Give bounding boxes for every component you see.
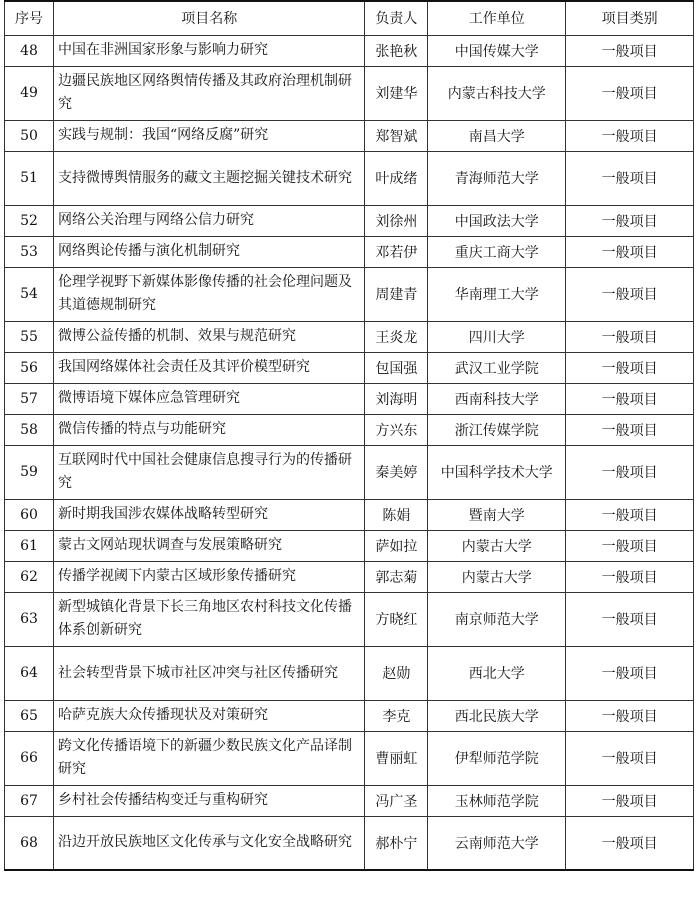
work-unit: 西北民族大学: [428, 700, 566, 731]
table-row: [5, 700, 694, 731]
project-name: 支持微博舆情服务的藏文主题挖掘关键技术研究: [53, 151, 365, 205]
person-in-charge: 李克: [365, 700, 428, 731]
row-number: 63: [5, 592, 54, 646]
person-in-charge: 郭志菊: [365, 561, 428, 592]
work-unit: 玉林师范学院: [428, 785, 566, 816]
table-row: [5, 530, 694, 561]
work-unit: 云南师范大学: [428, 816, 566, 870]
project-name: 蒙古文网站现状调查与发展策略研究: [53, 530, 365, 561]
table-row: [5, 592, 694, 646]
project-name: 哈萨克族大众传播现状及对策研究: [53, 700, 365, 731]
project-type: 一般项目: [566, 414, 694, 445]
person-in-charge: 郑智斌: [365, 120, 428, 151]
work-unit: 内蒙古大学: [428, 530, 566, 561]
project-name: 网络公关治理与网络公信力研究: [53, 205, 365, 236]
project-type: 一般项目: [566, 731, 694, 785]
table-row: [5, 267, 694, 321]
work-unit: 暨南大学: [428, 499, 566, 530]
project-name: 社会转型背景下城市社区冲突与社区传播研究: [53, 646, 365, 700]
table-row: [5, 561, 694, 592]
row-number: 55: [5, 321, 54, 352]
table-row: [5, 66, 694, 120]
row-number: 60: [5, 499, 54, 530]
person-in-charge: 刘徐州: [365, 205, 428, 236]
work-unit: 浙江传媒学院: [428, 414, 566, 445]
row-number: 49: [5, 66, 54, 120]
work-unit: 内蒙古科技大学: [428, 66, 566, 120]
table-row: [5, 414, 694, 445]
work-unit: 内蒙古大学: [428, 561, 566, 592]
project-type: 一般项目: [566, 816, 694, 870]
table-row: [5, 816, 694, 870]
row-number: 61: [5, 530, 54, 561]
row-number: 66: [5, 731, 54, 785]
project-type: 一般项目: [566, 267, 694, 321]
row-number: 50: [5, 120, 54, 151]
person-in-charge: 秦美婷: [365, 445, 428, 499]
header-unit: 工作单位: [428, 1, 566, 35]
table-row: [5, 499, 694, 530]
person-in-charge: 刘建华: [365, 66, 428, 120]
header-row: [5, 1, 694, 35]
work-unit: 青海师范大学: [428, 151, 566, 205]
project-name: 微信传播的特点与功能研究: [53, 414, 365, 445]
project-type: 一般项目: [566, 700, 694, 731]
table-row: [5, 646, 694, 700]
work-unit: 中国科学技术大学: [428, 445, 566, 499]
header-no: 序号: [5, 1, 54, 35]
person-in-charge: 刘海明: [365, 383, 428, 414]
project-type: 一般项目: [566, 530, 694, 561]
project-type: 一般项目: [566, 646, 694, 700]
work-unit: 武汉工业学院: [428, 352, 566, 383]
project-type: 一般项目: [566, 321, 694, 352]
project-name: 我国网络媒体社会责任及其评价模型研究: [53, 352, 365, 383]
row-number: 52: [5, 205, 54, 236]
project-type: 一般项目: [566, 66, 694, 120]
header-name: 项目名称: [53, 1, 365, 35]
work-unit: 西南科技大学: [428, 383, 566, 414]
project-type: 一般项目: [566, 445, 694, 499]
table-row: [5, 151, 694, 205]
table-row: [5, 35, 694, 66]
row-number: 59: [5, 445, 54, 499]
work-unit: 南昌大学: [428, 120, 566, 151]
project-name: 乡村社会传播结构变迁与重构研究: [53, 785, 365, 816]
project-type: 一般项目: [566, 35, 694, 66]
project-name: 新时期我国涉农媒体战略转型研究: [53, 499, 365, 530]
project-name: 网络舆论传播与演化机制研究: [53, 236, 365, 267]
project-name: 沿边开放民族地区文化传承与文化安全战略研究: [53, 816, 365, 870]
header-person: 负责人: [365, 1, 428, 35]
table-row: [5, 383, 694, 414]
project-type: 一般项目: [566, 151, 694, 205]
table-row: [5, 120, 694, 151]
project-name: 实践与规制：我国“网络反腐”研究: [53, 120, 365, 151]
table-row: [5, 236, 694, 267]
project-table: [4, 0, 694, 871]
row-number: 62: [5, 561, 54, 592]
project-type: 一般项目: [566, 499, 694, 530]
person-in-charge: 陈娟: [365, 499, 428, 530]
project-name: 伦理学视野下新媒体影像传播的社会伦理问题及其道德规制研究: [53, 267, 365, 321]
work-unit: 伊犁师范学院: [428, 731, 566, 785]
row-number: 48: [5, 35, 54, 66]
work-unit: 南京师范大学: [428, 592, 566, 646]
project-type: 一般项目: [566, 205, 694, 236]
person-in-charge: 方晓红: [365, 592, 428, 646]
header-type: 项目类别: [566, 1, 694, 35]
work-unit: 中国政法大学: [428, 205, 566, 236]
person-in-charge: 邓若伊: [365, 236, 428, 267]
person-in-charge: 赵勋: [365, 646, 428, 700]
row-number: 64: [5, 646, 54, 700]
person-in-charge: 王炎龙: [365, 321, 428, 352]
project-type: 一般项目: [566, 383, 694, 414]
project-type: 一般项目: [566, 785, 694, 816]
row-number: 58: [5, 414, 54, 445]
table-row: [5, 321, 694, 352]
project-name: 互联网时代中国社会健康信息搜寻行为的传播研究: [53, 445, 365, 499]
table-row: [5, 785, 694, 816]
row-number: 68: [5, 816, 54, 870]
project-name: 微博公益传播的机制、效果与规范研究: [53, 321, 365, 352]
table-row: [5, 352, 694, 383]
project-name: 新型城镇化背景下长三角地区农村科技文化传播体系创新研究: [53, 592, 365, 646]
work-unit: 四川大学: [428, 321, 566, 352]
row-number: 67: [5, 785, 54, 816]
row-number: 65: [5, 700, 54, 731]
project-type: 一般项目: [566, 592, 694, 646]
work-unit: 华南理工大学: [428, 267, 566, 321]
row-number: 53: [5, 236, 54, 267]
person-in-charge: 叶成绪: [365, 151, 428, 205]
person-in-charge: 张艳秋: [365, 35, 428, 66]
project-name: 传播学视阈下内蒙古区域形象传播研究: [53, 561, 365, 592]
table-row: [5, 731, 694, 785]
work-unit: 中国传媒大学: [428, 35, 566, 66]
table-row: [5, 445, 694, 499]
project-type: 一般项目: [566, 120, 694, 151]
project-name: 跨文化传播语境下的新疆少数民族文化产品译制研究: [53, 731, 365, 785]
person-in-charge: 冯广圣: [365, 785, 428, 816]
project-type: 一般项目: [566, 561, 694, 592]
person-in-charge: 曹丽虹: [365, 731, 428, 785]
project-name: 中国在非洲国家形象与影响力研究: [53, 35, 365, 66]
person-in-charge: 郝朴宁: [365, 816, 428, 870]
row-number: 51: [5, 151, 54, 205]
project-type: 一般项目: [566, 352, 694, 383]
project-name: 微博语境下媒体应急管理研究: [53, 383, 365, 414]
person-in-charge: 方兴东: [365, 414, 428, 445]
row-number: 54: [5, 267, 54, 321]
table-row: [5, 205, 694, 236]
person-in-charge: 周建青: [365, 267, 428, 321]
person-in-charge: 包国强: [365, 352, 428, 383]
row-number: 56: [5, 352, 54, 383]
project-type: 一般项目: [566, 236, 694, 267]
work-unit: 重庆工商大学: [428, 236, 566, 267]
project-name: 边疆民族地区网络舆情传播及其政府治理机制研究: [53, 66, 365, 120]
work-unit: 西北大学: [428, 646, 566, 700]
person-in-charge: 萨如拉: [365, 530, 428, 561]
row-number: 57: [5, 383, 54, 414]
